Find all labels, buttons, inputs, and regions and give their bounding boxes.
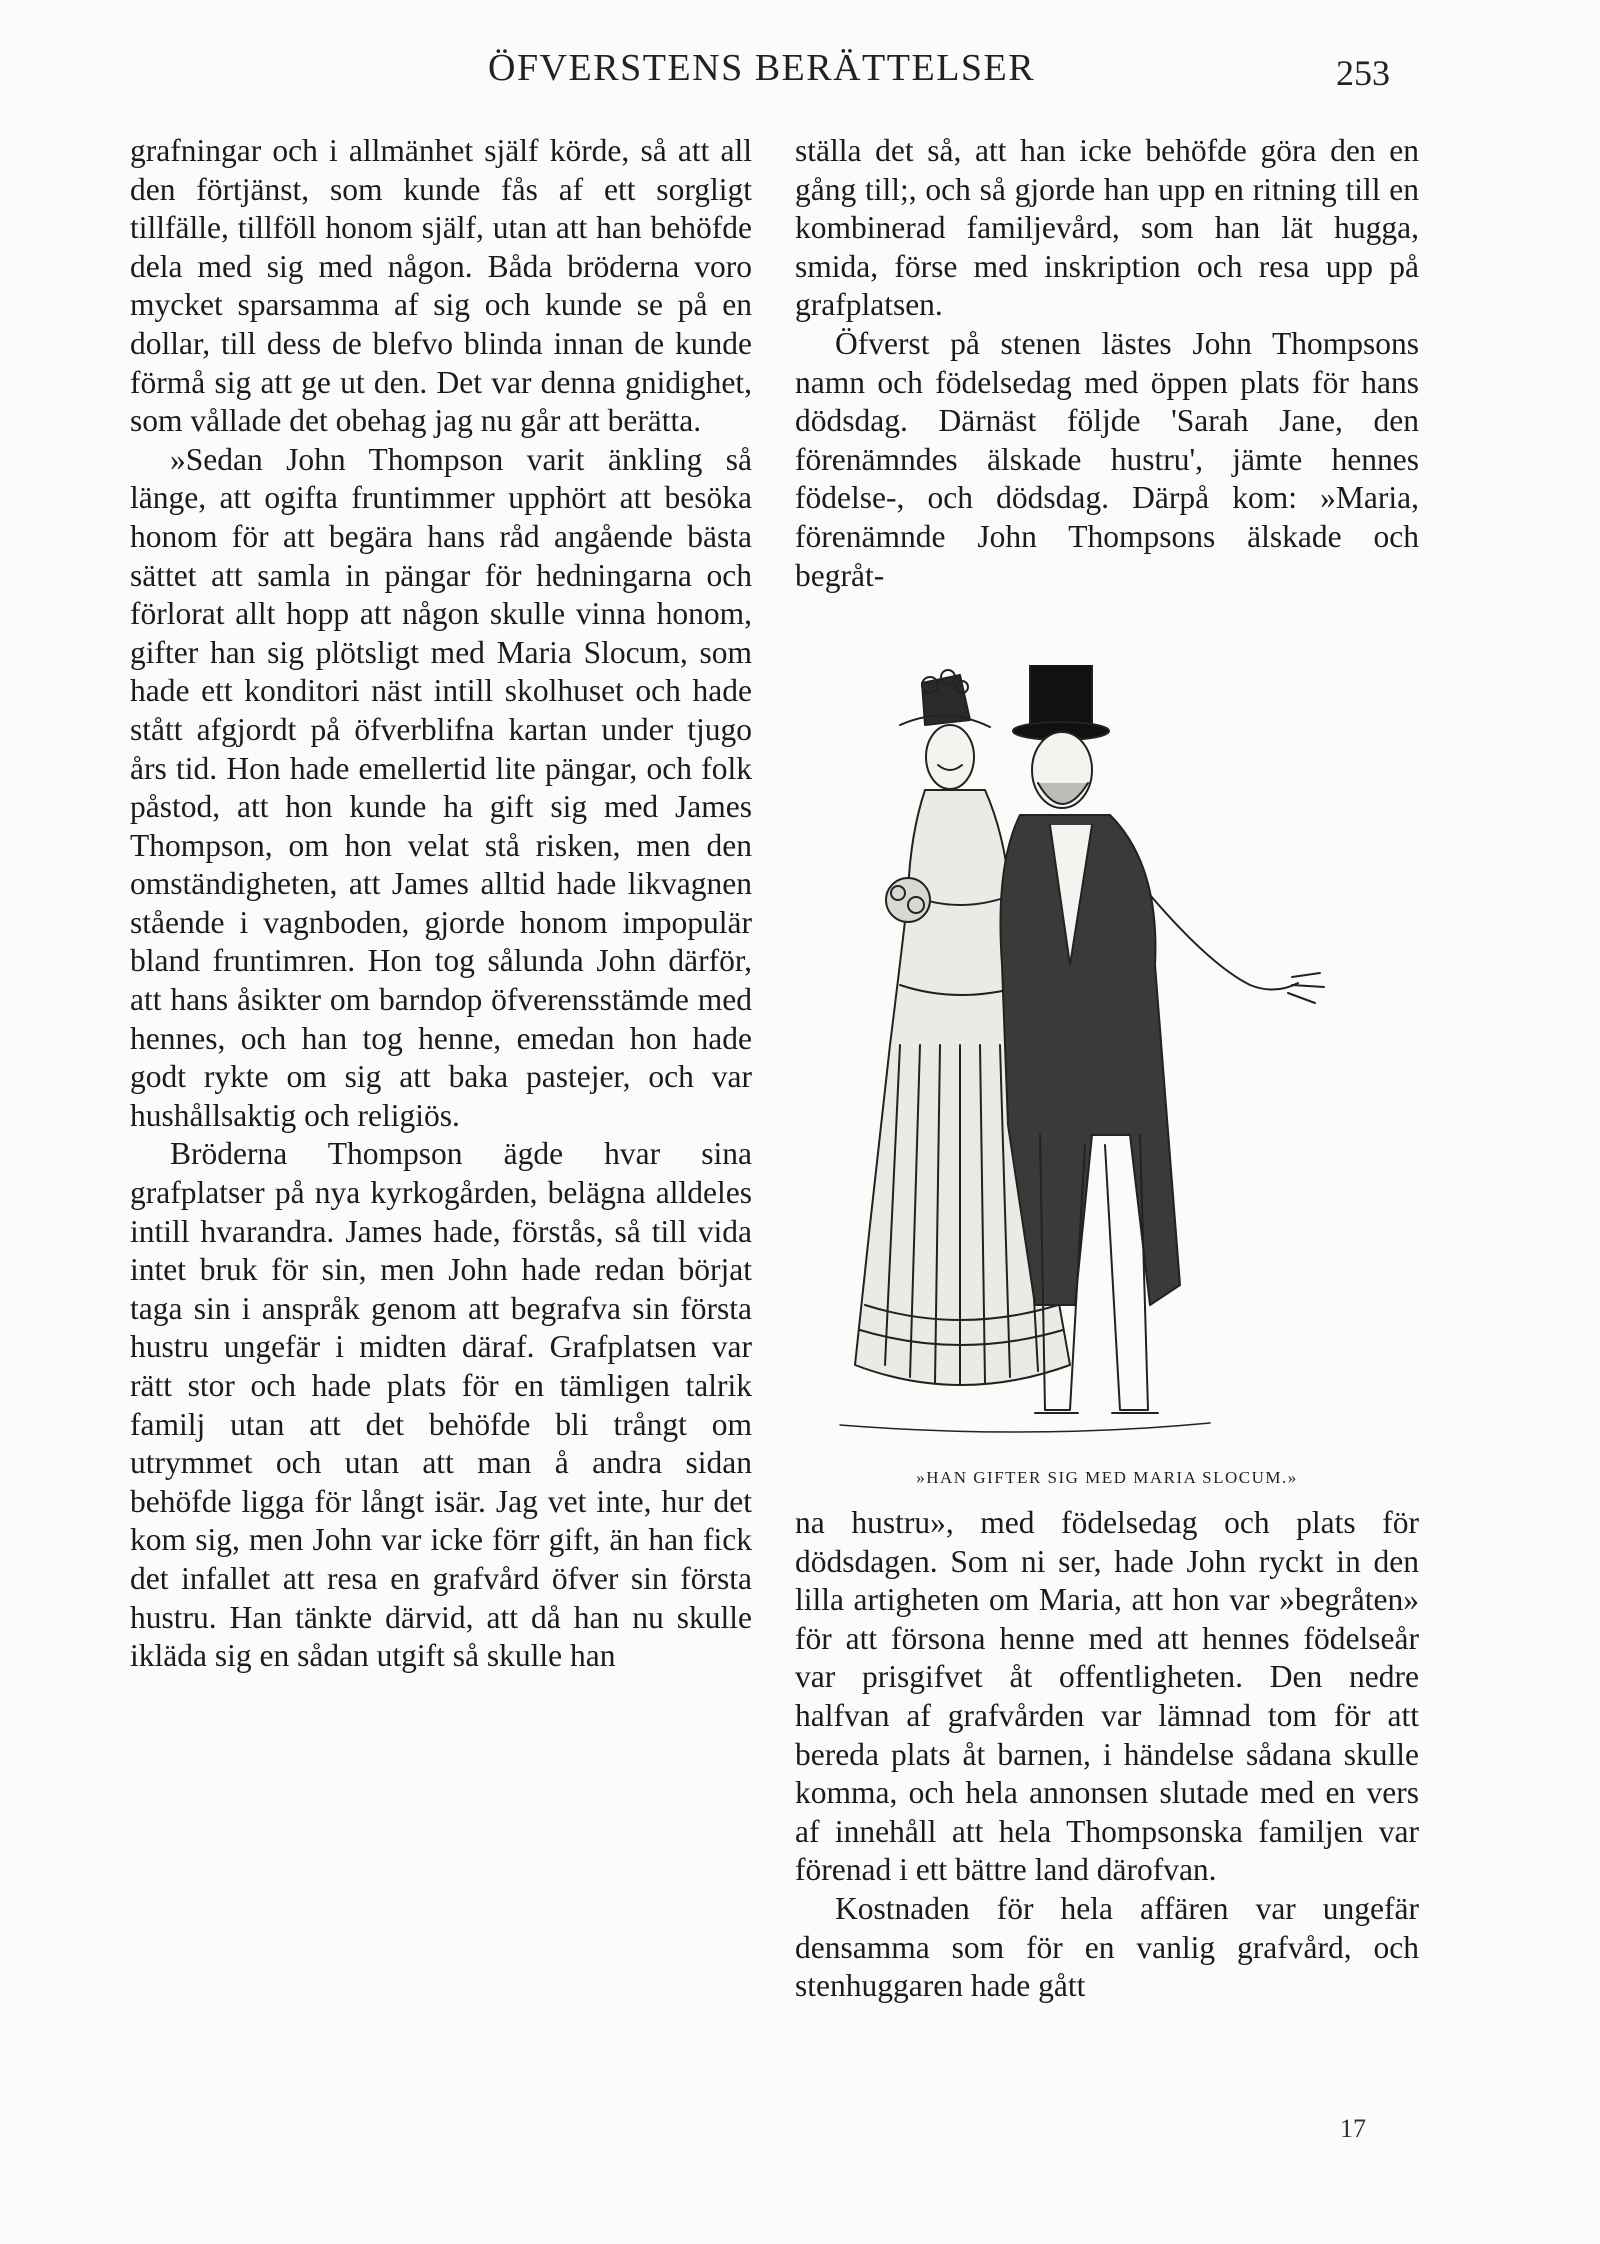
right-column-bottom <box>795 1504 1419 2006</box>
illustration-drawing <box>830 665 1390 1455</box>
paragraph: ställa det så, att han icke behöfde göra den en gång till;, och så gjorde han upp en ritning till en kombinerad familjevård, som han lät hugga, smida, förse med inskription och resa upp på grafplatsen. <box>795 133 1419 323</box>
left-column <box>130 132 752 1676</box>
signature-mark: 17 <box>1340 2114 1366 2143</box>
running-title: ÖFVERSTENS BERÄTTELSER <box>488 47 1036 89</box>
paragraph: na hustru», med födelsedag och plats för dödsdagen. Som ni ser, hade John ryckt in den lilla artigheten om Maria, att hon var »begråten» för att försona henne med att hennes födelseår var prisgifvet åt offentligheten. Den nedre halfvan af grafvården var lämnad tom för att bereda plats åt barnen, i händelse sådana skulle komma, och hela annonsen slutade med en vers af innehåll att hela Thompsonska familjen var förenad i ett bättre land därofvan. <box>795 1505 1419 1888</box>
paragraph: Bröderna Thompson ägde hvar sina grafplatser på nya kyrkogården, belägna alldeles intill hvarandra. James hade, förstås, så till vida intet bruk för sin, men John hade redan börjat taga sin i anspråk genom att begrafva sin första hustru ungefär i midten däraf. Grafplatsen var rätt stor och hade plats för en tämligen talrik familj utan att det behöfde bli trångt om utrymmet och utan att man å andra sidan behöfde ligga för långt isär. Jag vet inte, hur det kom sig, men John var icke förr gift, än han fick det infallet att resa en grafvård öfver sin första hustru. Han tänkte därvid, att då han nu skulle ikläda sig en sådan utgift så skulle han <box>130 1136 752 1674</box>
page-number: 253 <box>1336 53 1390 93</box>
figure-caption: »HAN GIFTER SIG MED MARIA SLOCUM.» <box>916 1468 1298 1487</box>
paragraph: Öfverst på stenen lästes John Thompsons namn och födelsedag med öppen plats för hans dödsdag. Därnäst följde 'Sarah Jane, den förenämndes älskade hustru', jämte hennes födelse-, och dödsdag. Därpå kom: »Maria, förenämnde John Thompsons älskade och begråt- <box>795 325 1419 593</box>
paragraph: Kostnaden för hela affären var ungefär densamma som för en vanlig grafvård, och stenhuggaren hade gått <box>795 1890 1419 2004</box>
page-header <box>0 46 1600 106</box>
right-column-top <box>795 132 1419 595</box>
illustration-couple <box>830 665 1390 1455</box>
paragraph: »Sedan John Thompson varit änkling så länge, att ogifta fruntimmer upphört att besöka honom för att begära hans råd angående bästa sättet att samla in pängar för hedningarna och förlorat allt hopp att någon skulle vinna honom, gifter han sig plötsligt med Maria Slocum, som hade ett konditori näst intill skolhuset och hade stått afgjordt på öfverblifna kartan under tjugo års tid. Hon hade emellertid lite pängar, och folk påstod, att hon kunde ha gift sig med James Thompson, om hon velat stå risken, men den omständigheten, att James alltid hade likvagnen stående i vagnboden, gjorde honom impopulär bland fruntimren. Hon tog sålunda John därför, att hans åsikter om barndop öfverensstämde med hennes, och han tog henne, emedan hon hade godt rykte om sig att baka pastejer, och var hushållsaktig och religiös. <box>130 441 752 1133</box>
paragraph: grafningar och i allmänhet själf körde, så att all den förtjänst, som kunde fås af ett sorgligt tillfälle, tillföll honom själf, utan att han behöfde dela med sig med någon. Båda bröderna voro mycket sparsamma af sig och kunde se på en dollar, till dess de blefvo blinda innan de kunde förmå sig att ge ut den. Det var denna gnidighet, som vållade det obehag jag nu går att berätta. <box>130 133 752 439</box>
